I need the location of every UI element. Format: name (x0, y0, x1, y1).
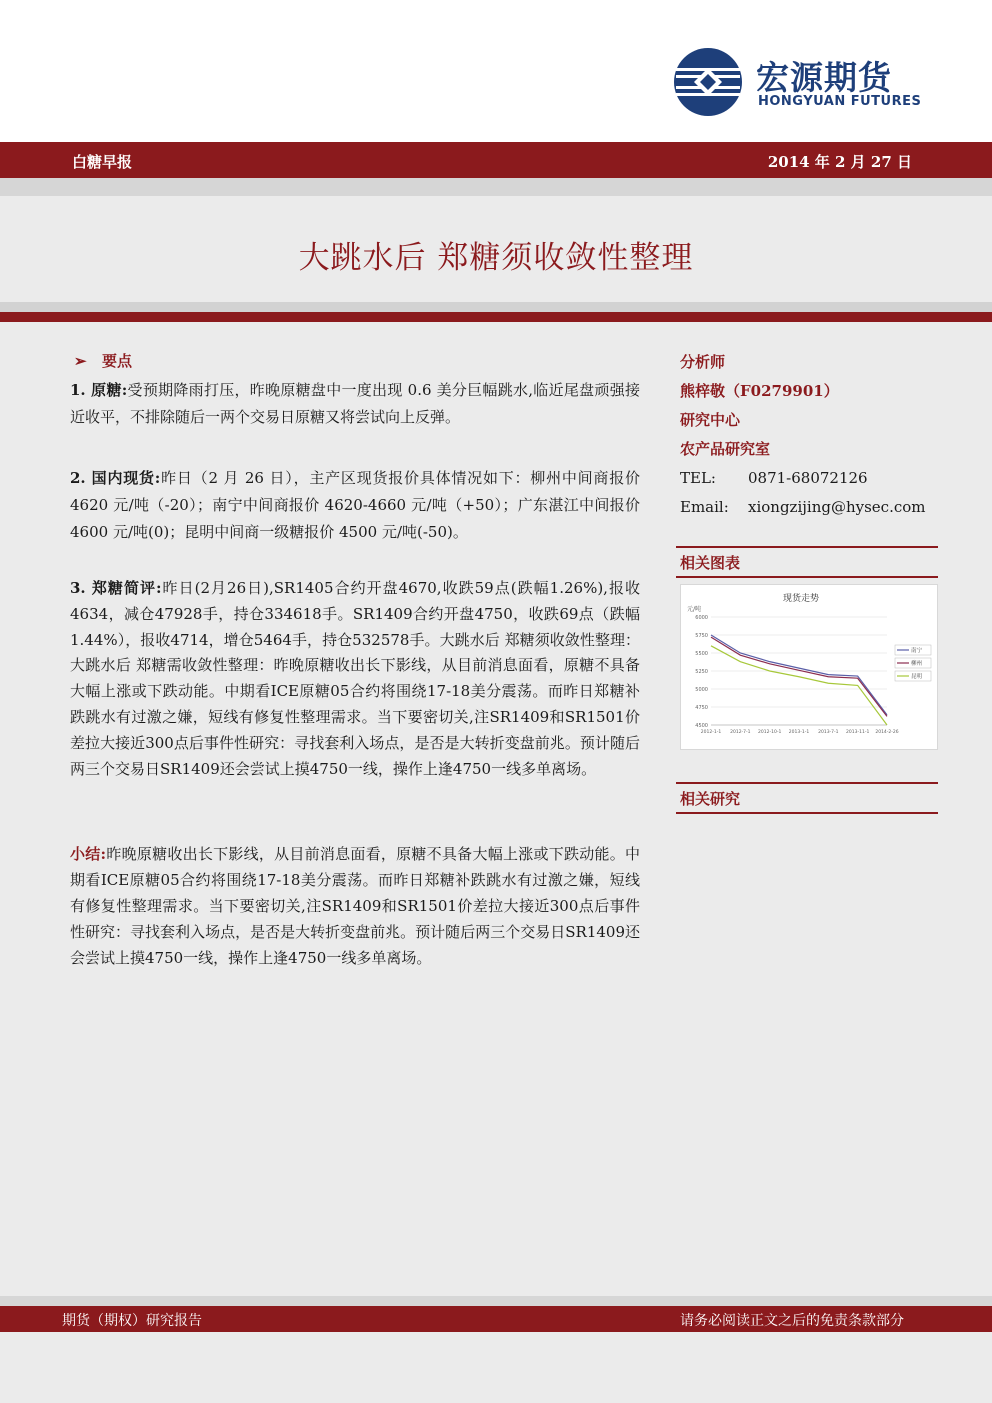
summary-text: 昨晚原糖收出长下影线，从目前消息面看，原糖不具备大幅上涨或下跌动能。中期看ICE原糖05合约将围绕17-18美分震荡。而昨日郑糖补跌跳水有过激之嫌，短线有修复性整理需求。当下要密切关,注SR1409和SR1501价差拉大接近300点后事件性研究：寻找套利入场点，是否是大转折变盘前兆。预计随后两三个交易日SR1409还会尝试上摸4750一线，操作上逢4750一线多单离场。 (70, 845, 640, 967)
related-research-heading (676, 782, 938, 814)
spot-price-chart (680, 584, 938, 750)
analyst-label: 分析师 (680, 353, 726, 371)
footer-shadow (0, 1296, 992, 1306)
key-points-heading (74, 348, 640, 375)
footer-disclaimer-note: 请务必阅读正文之后的免责条款部分 (680, 1313, 904, 1329)
arrow-bullet-icon: ➢ (74, 352, 87, 370)
report-header-bar (0, 142, 992, 178)
x-tick-label: 2012-1-1 (700, 730, 722, 735)
research-office: 农产品研究室 (680, 440, 771, 458)
tel-row (680, 464, 938, 493)
x-tick-label: 2013-1-1 (788, 730, 810, 735)
header-shadow (0, 178, 992, 196)
y-tick-label: 5250 (695, 669, 708, 675)
brand-name-cn: 宏源期货 (756, 58, 892, 97)
summary-label: 小结: (70, 845, 107, 864)
y-tick-label: 5000 (695, 687, 708, 693)
point-spot-price (70, 465, 640, 546)
point-raw-sugar (70, 377, 640, 431)
y-tick-label: 6000 (695, 615, 708, 621)
divider-shadow (0, 302, 992, 312)
y-tick-label: 5750 (695, 633, 708, 639)
series-line-3 (711, 646, 887, 725)
brand-name-en: HONGYUAN FUTURES (758, 94, 922, 109)
point-spot-price-label: 2. 国内现货: (70, 469, 161, 487)
point-zhengzhou-sugar (70, 576, 640, 782)
legend-label: 柳州 (911, 661, 923, 667)
report-title: 大跳水后 郑糖须收敛性整理 (298, 240, 694, 276)
chart-ylabel: 元/吨 (687, 606, 702, 613)
tel-value: 0871-68072126 (748, 469, 868, 487)
chart-title: 现货走势 (782, 594, 820, 604)
analyst-name: 熊梓敬（F0279901） (680, 382, 839, 400)
legend-label: 昆明 (911, 674, 923, 680)
x-tick-label: 2012-10-1 (758, 730, 782, 735)
report-date: 2014 年 2 月 27 日 (767, 153, 912, 171)
email-value[interactable]: xiongzijing@hysec.com (748, 498, 926, 516)
x-tick-label: 2013-7-1 (818, 730, 839, 735)
series-line-1 (711, 635, 887, 715)
legend-label: 南宁 (911, 648, 923, 654)
company-logo (672, 46, 922, 118)
point-raw-sugar-text: 受预期降雨打压，昨晚原糖盘中一度出现 0.6 美分巨幅跳水,临近尾盘顽强接近收平，不排除随后一两个交易日原糖又将尝试向上反弹。 (70, 381, 640, 426)
point-zhengzhou-sugar-label: 3. 郑糖简评: (70, 579, 162, 597)
point-zhengzhou-sugar-text: 昨日(2月26日),SR1405合约开盘4670,收跌59点(跌幅1.26%),报收4634，减仓47928手，持仓334618手。SR1409合约开盘4750，收跌69点（跌幅1.44%），报收4714，增仓5464手，持仓532578手。大跳水后 郑糖须收敛性整理：大跳水后 郑糖需收敛性整理：昨晚原糖收出长下影线，从目前消息面看，原糖不具备大幅上涨或下跌动能。中期看ICE原糖05合约将围绕17-18美分震荡。而昨日郑糖补跌跳水有过激之嫌，短线有修复性整理需求。当下要密切关,注SR1409和SR1501价差拉大接近300点后事件性研究：寻找套利入场点，是否是大转折变盘前兆。预计随后两三个交易日SR1409还会尝试上摸4750一线，操作上逢4750一线多单离场。 (70, 579, 640, 778)
point-raw-sugar-label: 1. 原糖: (70, 381, 128, 399)
analyst-info (680, 348, 938, 522)
main-content (70, 348, 640, 971)
footer-bar (0, 1306, 992, 1332)
y-tick-label: 4500 (695, 723, 708, 729)
x-tick-label: 2013-11-1 (846, 730, 870, 735)
related-research-label: 相关研究 (680, 790, 741, 808)
title-divider (0, 312, 992, 322)
footer-report-type: 期货（期权）研究报告 (62, 1313, 202, 1329)
y-tick-label: 5500 (695, 651, 708, 657)
spot-price-chart-svg (681, 585, 937, 749)
report-category: 白糖早报 (72, 153, 133, 171)
point-spot-price-text: 昨日（2 月 26 日），主产区现货报价具体情况如下：柳州中间商报价 4620 元/吨（-20）；南宁中间商报价 4620-4660 元/吨（+50）；广东湛江中间报价 4600 元/吨(0)；昆明中间商一级糖报价 4500 元/吨(-50)。 (70, 469, 640, 541)
related-charts-label: 相关图表 (680, 554, 741, 572)
x-tick-label: 2012-7-1 (730, 730, 751, 735)
related-charts-heading (676, 546, 938, 578)
key-points-label: 要点 (102, 352, 133, 370)
tel-label: TEL: (680, 469, 716, 487)
x-tick-label: 2014-2-26 (875, 730, 899, 735)
hongyuan-logo-icon (672, 46, 744, 118)
email-row (680, 493, 938, 522)
research-center: 研究中心 (680, 411, 741, 429)
email-label: Email: (680, 498, 729, 516)
summary (70, 842, 640, 971)
y-tick-label: 4750 (695, 705, 708, 711)
